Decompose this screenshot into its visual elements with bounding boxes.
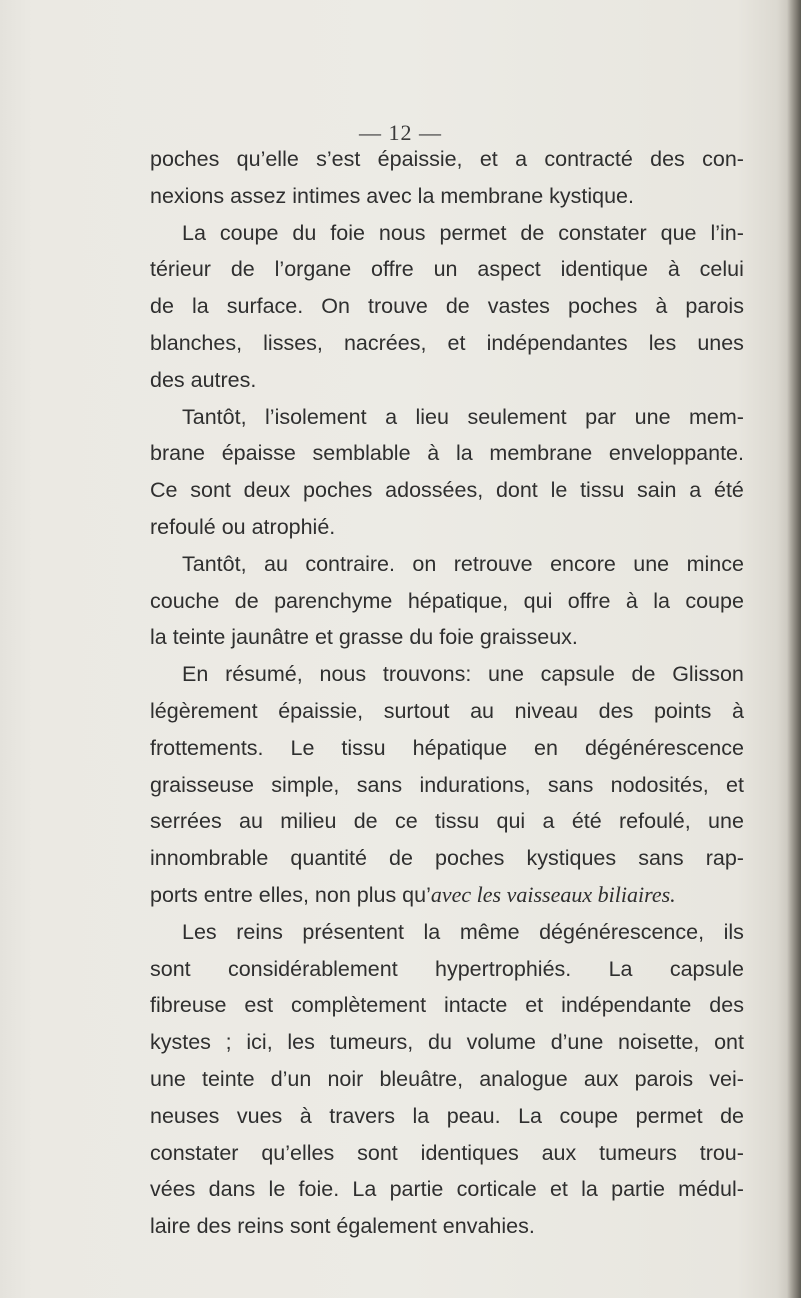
word: est — [244, 993, 274, 1018]
word: encore — [550, 551, 616, 576]
word: à — [299, 1103, 312, 1128]
text-line — [150, 1098, 744, 1135]
word: les — [648, 330, 677, 355]
word: La — [182, 220, 206, 245]
word: des — [598, 698, 634, 723]
word: graisseuse — [150, 772, 254, 797]
word: poches — [150, 147, 220, 171]
word: dont — [495, 478, 538, 503]
word: sont — [190, 478, 231, 503]
word: frottements. — [150, 735, 264, 760]
line-text: ports entre elles, non plus qu’ — [150, 882, 431, 907]
word: aux — [583, 1066, 619, 1091]
word: con- — [702, 147, 744, 171]
word: ce — [394, 809, 418, 834]
word: épaisse — [221, 441, 296, 466]
word: considérablement — [227, 956, 398, 981]
word: la — [191, 294, 209, 319]
word: niveau — [514, 698, 579, 723]
word: tissu — [434, 809, 480, 834]
word: fibreuse — [150, 993, 227, 1018]
word: une — [488, 662, 524, 687]
word: trouve — [368, 294, 428, 319]
text-line — [150, 215, 744, 252]
word: analogue — [479, 1066, 568, 1091]
word: a — [542, 809, 555, 834]
word: de — [353, 809, 378, 834]
word: reins — [236, 919, 283, 944]
word: et — [447, 330, 466, 355]
text-line — [150, 1135, 744, 1172]
word: les — [287, 1030, 315, 1055]
word: de — [520, 220, 545, 245]
word: sans — [356, 772, 403, 797]
word: la — [653, 588, 670, 613]
word: une — [708, 809, 744, 834]
word: parois — [685, 294, 744, 319]
word: de — [230, 257, 255, 282]
word: innombrable — [150, 846, 269, 871]
word: résumé, — [225, 662, 303, 687]
word: a — [385, 404, 398, 429]
word: vées — [150, 1177, 196, 1202]
text-line — [150, 803, 744, 840]
text-line — [150, 362, 744, 399]
text-line — [150, 141, 744, 178]
word: La — [518, 1103, 543, 1128]
word: et — [725, 772, 744, 797]
word: sont — [150, 956, 191, 981]
word: ont — [714, 1030, 744, 1055]
text-line — [150, 509, 744, 546]
word: sont — [357, 1140, 398, 1165]
word: dégénérescence — [584, 735, 744, 760]
word: et — [525, 993, 544, 1018]
line-text: laire des reins sont également envahies. — [150, 1214, 535, 1239]
word: lieu — [415, 404, 449, 429]
word: rap- — [705, 846, 744, 871]
word: offre — [567, 588, 611, 613]
word: à — [625, 588, 638, 613]
word: noisette, — [618, 1030, 700, 1055]
word: mem- — [689, 404, 744, 429]
word: au — [239, 809, 263, 834]
word: hépatique — [412, 735, 508, 760]
word: coupe — [559, 1103, 619, 1128]
word: couche — [150, 588, 220, 613]
text-line — [150, 251, 744, 288]
word: La — [608, 956, 633, 981]
page-number: — 12 — — [359, 120, 442, 145]
word: hypertrophiés. — [435, 956, 572, 981]
word: enveloppante. — [608, 441, 744, 466]
word: milieu — [280, 809, 337, 834]
word: serrées — [150, 809, 222, 834]
word: Tantôt, — [182, 404, 247, 429]
word: de — [389, 846, 413, 871]
word: qui — [523, 588, 553, 613]
word: foie — [330, 220, 365, 245]
word: légèrement — [150, 698, 258, 723]
word: la — [455, 441, 473, 466]
word: dans — [208, 1177, 256, 1202]
word: contracté — [544, 147, 633, 171]
word: nous — [319, 662, 367, 687]
word: que — [660, 220, 697, 245]
word: partie — [611, 1177, 665, 1202]
line-text: nexions assez intimes avec la membrane kystique. — [150, 183, 634, 208]
word: au — [263, 551, 288, 576]
word: seulement — [467, 404, 567, 429]
text-line — [150, 583, 744, 620]
word: points — [653, 698, 712, 723]
word: brane — [150, 441, 205, 466]
word: ils — [723, 919, 744, 944]
word: vues — [236, 1103, 283, 1128]
word: tissu — [580, 478, 625, 503]
word: des — [650, 147, 685, 171]
word: poches — [435, 846, 505, 871]
word: en — [534, 735, 558, 760]
word: à — [427, 441, 440, 466]
word: La — [352, 1177, 377, 1202]
word: surtout — [383, 698, 450, 723]
word: qu’elle — [236, 147, 299, 171]
word: adossées, — [385, 478, 484, 503]
word: noir — [327, 1066, 364, 1091]
word: tissu — [341, 735, 386, 760]
word: constater — [150, 1140, 239, 1165]
word: du — [292, 220, 317, 245]
word: Ce — [150, 478, 178, 503]
text-line — [150, 693, 744, 730]
word: aux — [541, 1140, 577, 1165]
word: nodosités, — [610, 772, 709, 797]
word: et — [549, 1177, 568, 1202]
word: la — [423, 919, 441, 944]
text-line — [150, 1061, 744, 1098]
word: blanches, — [150, 330, 243, 355]
text-line — [150, 619, 744, 656]
word: capsule — [669, 956, 744, 981]
word: foie. — [298, 1177, 340, 1202]
word: s’est — [316, 147, 361, 171]
word: a — [689, 478, 702, 503]
text-line — [150, 399, 744, 436]
word: nous — [378, 220, 426, 245]
word: parois — [634, 1066, 694, 1091]
word: une — [634, 404, 671, 429]
line-text: la teinte jaunâtre et grasse du foie graisseux. — [150, 625, 578, 650]
word: présentent — [302, 919, 404, 944]
word: l’in- — [710, 220, 744, 245]
word: poches — [303, 478, 373, 503]
word: On — [321, 294, 350, 319]
word: de — [720, 1103, 744, 1128]
word: sans — [638, 846, 684, 871]
word: de — [445, 294, 470, 319]
text-line — [150, 1171, 744, 1208]
word: médul- — [678, 1177, 744, 1202]
word: des — [709, 993, 744, 1018]
word: à — [667, 257, 680, 282]
page-edge-shadow — [787, 0, 801, 1298]
word: un — [433, 257, 458, 282]
word: kystiques — [526, 846, 617, 871]
word: unes — [697, 330, 744, 355]
word: qui — [496, 809, 526, 834]
word: hépatique, — [407, 588, 509, 613]
word: épaissie, — [278, 698, 364, 723]
word: travers — [329, 1103, 395, 1128]
word: retrouve — [453, 551, 533, 576]
word: de — [234, 588, 259, 613]
word: En — [182, 662, 209, 687]
word: ; — [225, 1030, 232, 1055]
word: coupe — [219, 220, 279, 245]
word: à — [731, 698, 744, 723]
text-line — [150, 435, 744, 472]
word: membrane — [489, 441, 593, 466]
word: sans — [547, 772, 594, 797]
word: tumeurs — [599, 1140, 677, 1165]
word: trou- — [699, 1140, 744, 1165]
word: indépendante — [561, 993, 692, 1018]
word: Tantôt, — [182, 551, 247, 576]
word: l’isolement — [265, 404, 367, 429]
word: contraire. — [305, 551, 395, 576]
word: au — [470, 698, 495, 723]
word: complètement — [291, 993, 427, 1018]
word: du — [428, 1030, 452, 1055]
text-line — [150, 178, 744, 215]
word: quantité — [290, 846, 367, 871]
word: de — [150, 294, 174, 319]
word: refoulé, — [619, 809, 691, 834]
word: semblable — [312, 441, 411, 466]
word: deux — [243, 478, 291, 503]
word: d’un — [270, 1066, 312, 1091]
word: même — [459, 919, 520, 944]
word: trouvons: — [382, 662, 472, 687]
word: identique — [560, 257, 648, 282]
word: constater — [558, 220, 647, 245]
word: épaissie, — [377, 147, 463, 171]
word: simple, — [271, 772, 340, 797]
word: peau. — [446, 1103, 501, 1128]
word: le — [268, 1177, 286, 1202]
word: qu’elles — [261, 1140, 335, 1165]
word: bleuâtre, — [379, 1066, 464, 1091]
word: été — [571, 809, 602, 834]
word: vastes — [487, 294, 550, 319]
word: tumeurs, — [329, 1030, 414, 1055]
text-line — [150, 767, 744, 804]
text-line — [150, 325, 744, 362]
word: neuses — [150, 1103, 220, 1128]
word: à — [655, 294, 668, 319]
word: Le — [290, 735, 315, 760]
word: une — [633, 551, 670, 576]
word: été — [714, 478, 744, 503]
word: identiques — [420, 1140, 519, 1165]
word: volume — [466, 1030, 536, 1055]
italic-text: avec les vaisseaux biliaires. — [430, 881, 676, 907]
word: coupe — [685, 588, 744, 613]
word: et — [479, 147, 498, 171]
word: aspect — [477, 257, 541, 282]
body-text — [150, 141, 744, 1245]
text-line — [150, 877, 744, 914]
word: poches — [567, 294, 638, 319]
text-line — [150, 1024, 744, 1061]
word: sain — [637, 478, 677, 503]
word: lisses, — [263, 330, 323, 355]
text-line — [150, 546, 744, 583]
word: dégénérescence, — [539, 919, 705, 944]
text-line — [150, 914, 744, 951]
text-line — [150, 840, 744, 877]
word: la — [581, 1177, 598, 1202]
word: ici, — [246, 1030, 273, 1055]
word: surface. — [226, 294, 304, 319]
word: térieur — [150, 257, 211, 282]
word: indurations, — [419, 772, 531, 797]
text-line — [150, 951, 744, 988]
word: une — [150, 1066, 186, 1091]
line-text: refoulé ou atrophié. — [150, 514, 336, 539]
word: par — [585, 404, 617, 429]
word: teinte — [201, 1066, 255, 1091]
word: corticale — [456, 1177, 537, 1202]
text-line — [150, 472, 744, 509]
word: kystes — [150, 1030, 211, 1055]
word: mince — [686, 551, 744, 576]
word: Les — [182, 919, 217, 944]
text-line — [150, 288, 744, 325]
word: de — [631, 662, 656, 687]
text-line — [150, 1208, 744, 1245]
word: permet — [635, 1103, 703, 1128]
word: vei- — [709, 1066, 744, 1091]
word: on — [412, 551, 437, 576]
word: celui — [699, 257, 744, 282]
word: d’une — [550, 1030, 604, 1055]
word: la — [412, 1103, 430, 1128]
word: intacte — [443, 993, 508, 1018]
text-line — [150, 730, 744, 767]
word: l’organe — [274, 257, 352, 282]
line-text: des autres. — [150, 367, 257, 392]
word: le — [550, 478, 568, 503]
word: Glisson — [672, 662, 744, 687]
word: offre — [371, 257, 414, 282]
word: indépendantes — [486, 330, 628, 355]
word: nacrées, — [343, 330, 427, 355]
word: parenchyme — [274, 588, 393, 613]
text-line — [150, 987, 744, 1024]
text-line — [150, 656, 744, 693]
word: capsule — [540, 662, 615, 687]
word: a — [515, 147, 528, 171]
word: permet — [439, 220, 507, 245]
word: partie — [389, 1177, 444, 1202]
